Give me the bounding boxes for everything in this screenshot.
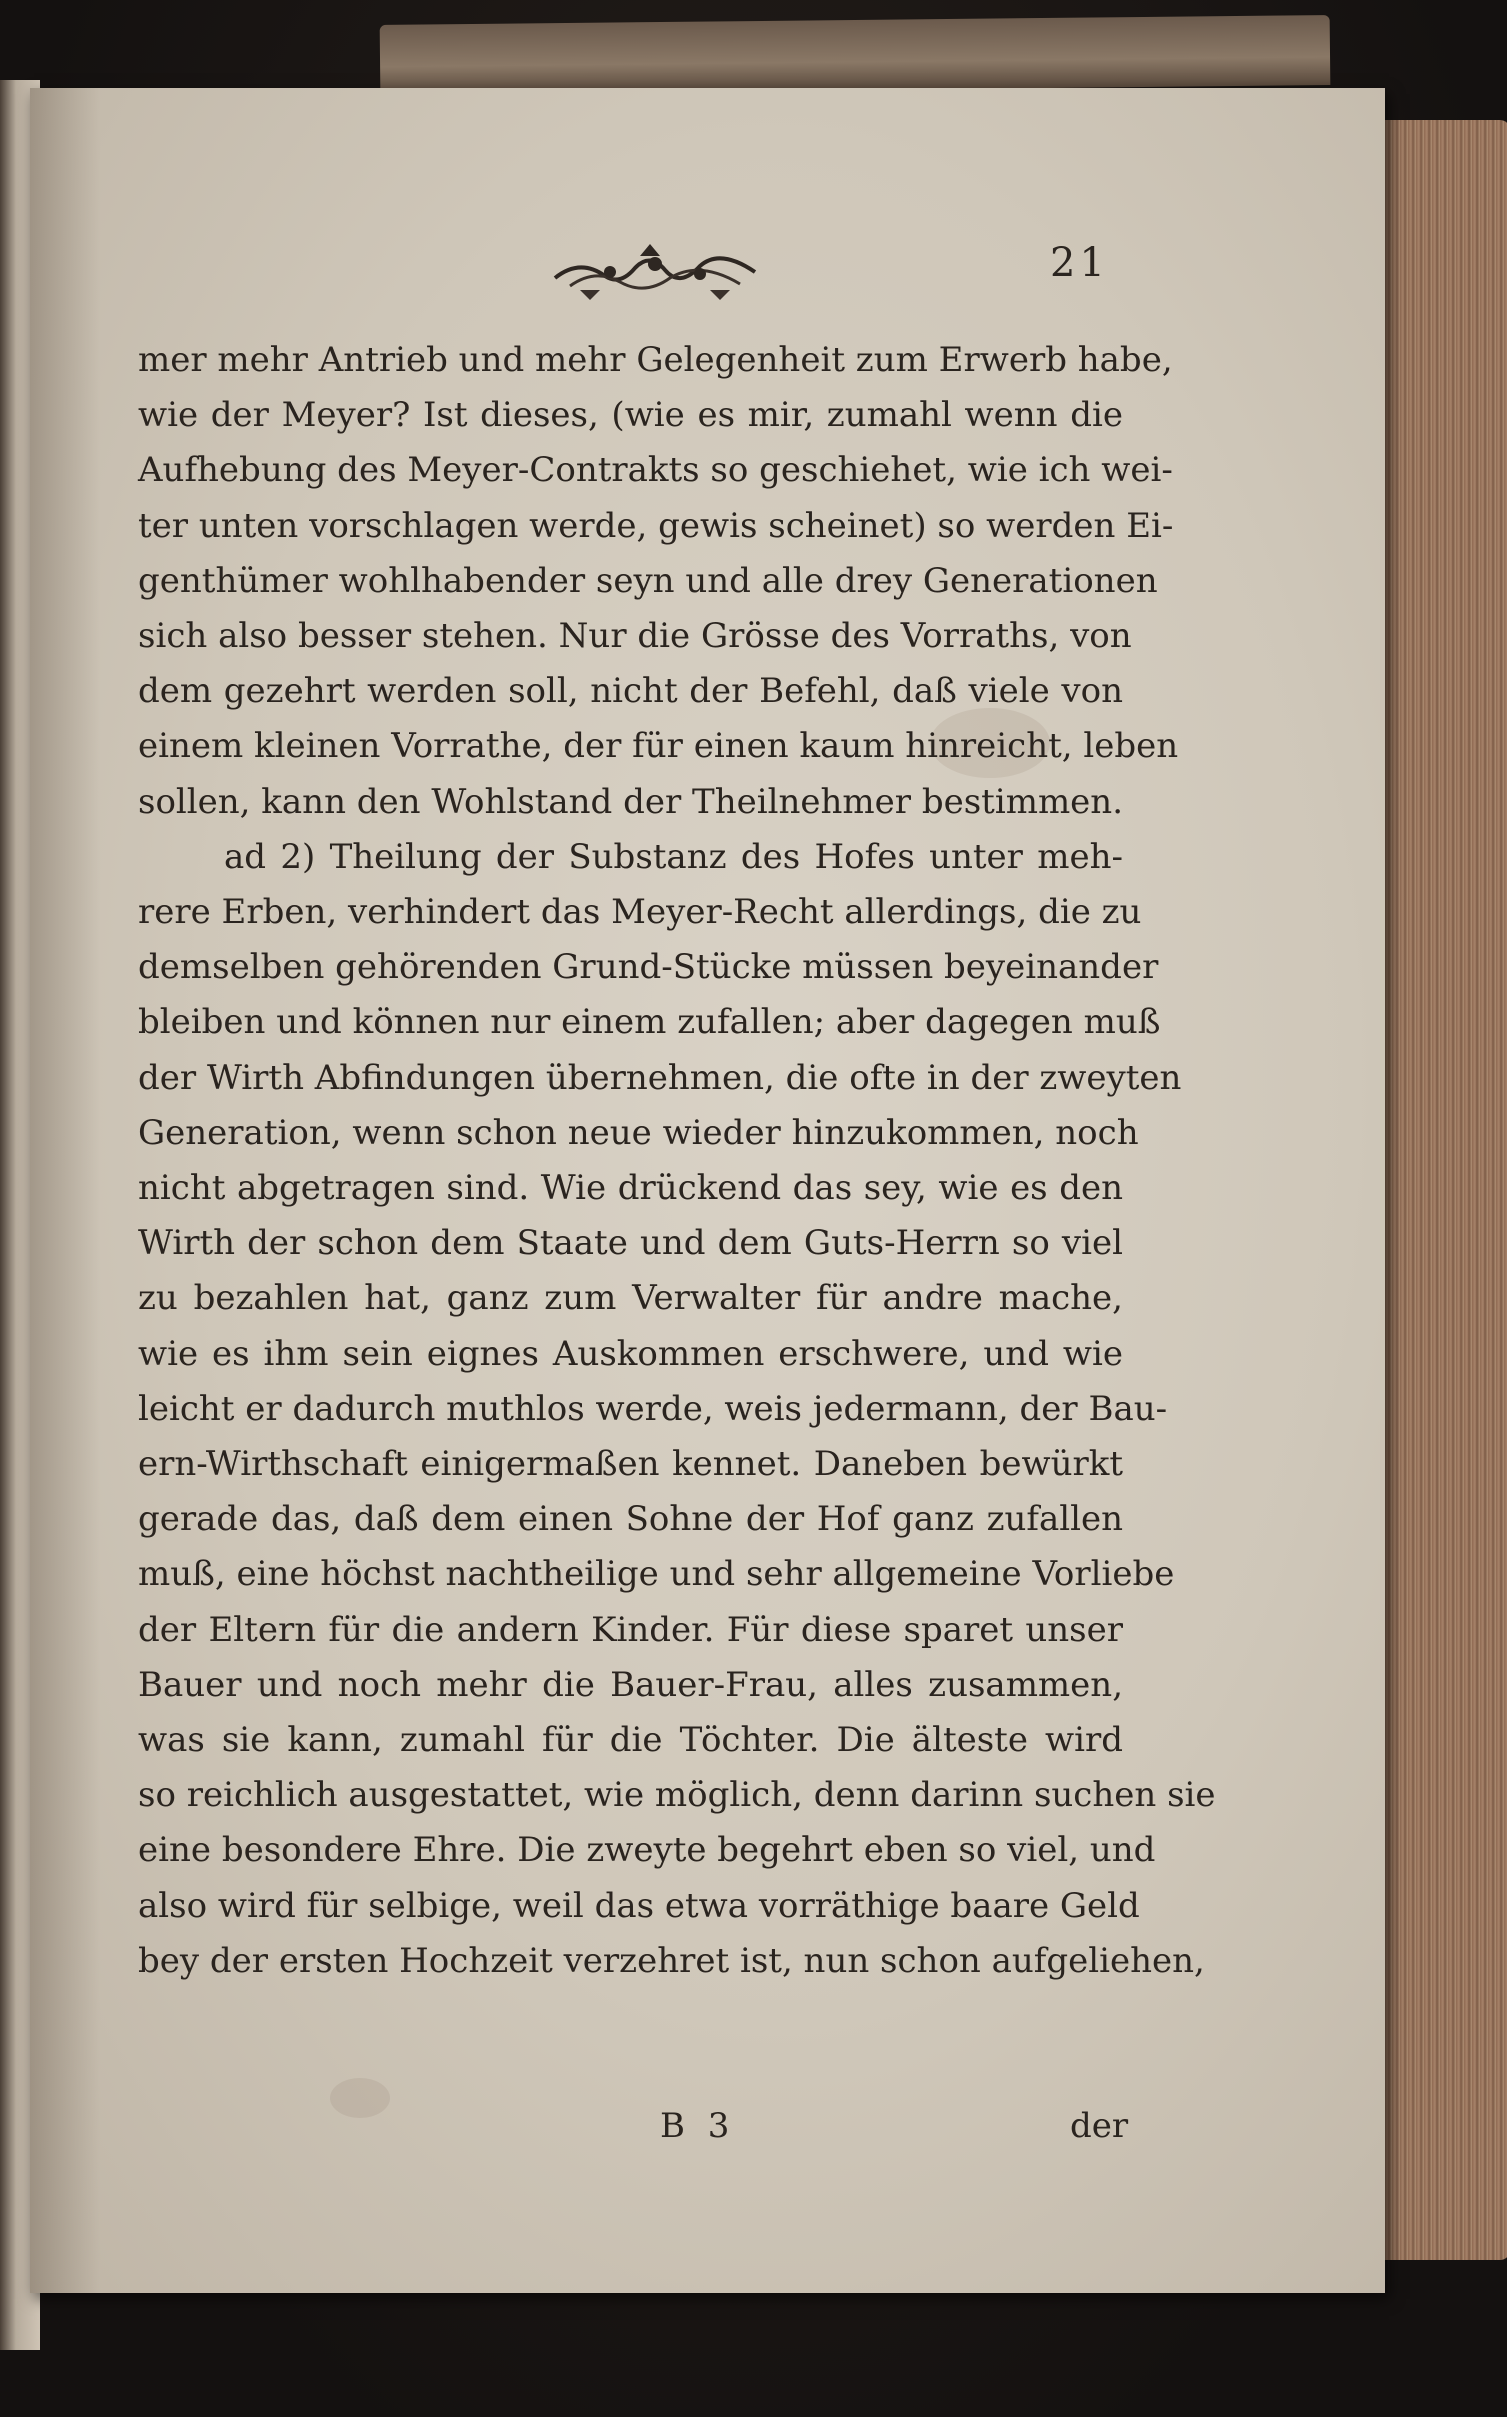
text-line: sich also besser stehen. Nur die Grösse des Vorraths, von: [138, 616, 1132, 657]
text-line: sollen, kann den Wohlstand der Theilnehmer bestimmen.: [138, 781, 1124, 822]
text-line: mer mehr Antrieb und mehr Gelegenheit zum Erwerb habe,: [138, 340, 1173, 380]
text-line: dem gezehrt werden soll, nicht der Befehl, daß viele von: [138, 671, 1123, 712]
book-page: [30, 88, 1385, 2293]
catchword: der: [1070, 2106, 1129, 2146]
text-line: der Wirth Abfindungen übernehmen, die ofte in der zweyten: [138, 1057, 1182, 1098]
text-line: also wird für selbige, weil das etwa vorräthige baare Geld: [138, 1885, 1140, 1926]
book-cover-top: [380, 15, 1331, 95]
text-line: einem kleinen Vorrathe, der für einen kaum hinreicht, leben: [138, 726, 1179, 767]
text-line: Generation, wenn schon neue wieder hinzukommen, noch: [138, 1112, 1139, 1153]
ornamental-vignette-icon: [550, 238, 760, 308]
text-line: eine besondere Ehre. Die zweyte begehrt eben so viel, und: [138, 1830, 1156, 1871]
text-line: rere Erben, verhindert das Meyer-Recht allerdings, die zu: [138, 892, 1142, 933]
text-line: wie es ihm sein eignes Auskommen erschwere, und wie: [138, 1333, 1123, 1374]
page-number: 21: [1050, 240, 1109, 286]
text-line: demselben gehörenden Grund-Stücke müssen beyeinander: [138, 947, 1159, 988]
text-line: muß, eine höchst nachtheilige und sehr allgemeine Vorliebe: [138, 1554, 1175, 1595]
signature-mark: B 3: [660, 2106, 736, 2146]
text-line: Bauer und noch mehr die Bauer-Frau, alles zusammen,: [138, 1664, 1123, 1705]
text-line: ad 2) Theilung der Substanz des Hofes unter meh-: [224, 836, 1123, 877]
text-line: was sie kann, zumahl für die Töchter. Die älteste wird: [138, 1720, 1123, 1761]
text-line: Aufhebung des Meyer-Contrakts so geschiehet, wie ich wei-: [138, 450, 1173, 491]
text-line: bleiben und können nur einem zufallen; aber dagegen muß: [138, 1002, 1161, 1043]
gutter-shadow: [30, 88, 100, 2293]
page-header: [30, 238, 1385, 318]
text-line: zu bezahlen hat, ganz zum Verwalter für andre mache,: [138, 1278, 1123, 1319]
text-line: bey der ersten Hochzeit verzehret ist, nun schon aufgeliehen,: [138, 1940, 1205, 1981]
text-line: Wirth der schon dem Staate und dem Guts-Herrn so viel: [138, 1223, 1123, 1264]
text-line: so reichlich ausgestattet, wie möglich, denn darinn suchen sie: [138, 1775, 1216, 1816]
text-line: ern-Wirthschaft einigermaßen kennet. Daneben bewürkt: [138, 1444, 1123, 1485]
page-footer: [30, 2106, 1385, 2156]
text-line: leicht er dadurch muthlos werde, weis jedermann, der Bau-: [138, 1388, 1168, 1429]
text-line: genthümer wohlhabender seyn und alle drey Generationen: [138, 560, 1158, 601]
text-line: wie der Meyer? Ist dieses, (wie es mir, zumahl wenn die: [138, 395, 1123, 436]
text-line: ter unten vorschlagen werde, gewis scheinet) so werden Ei-: [138, 505, 1174, 546]
text-line: der Eltern für die andern Kinder. Für diese sparet unser: [138, 1609, 1123, 1650]
text-line: gerade das, daß dem einen Sohne der Hof ganz zufallen: [138, 1499, 1123, 1540]
body-text: [138, 333, 1216, 1989]
text-line: nicht abgetragen sind. Wie drückend das sey, wie es den: [138, 1168, 1123, 1209]
